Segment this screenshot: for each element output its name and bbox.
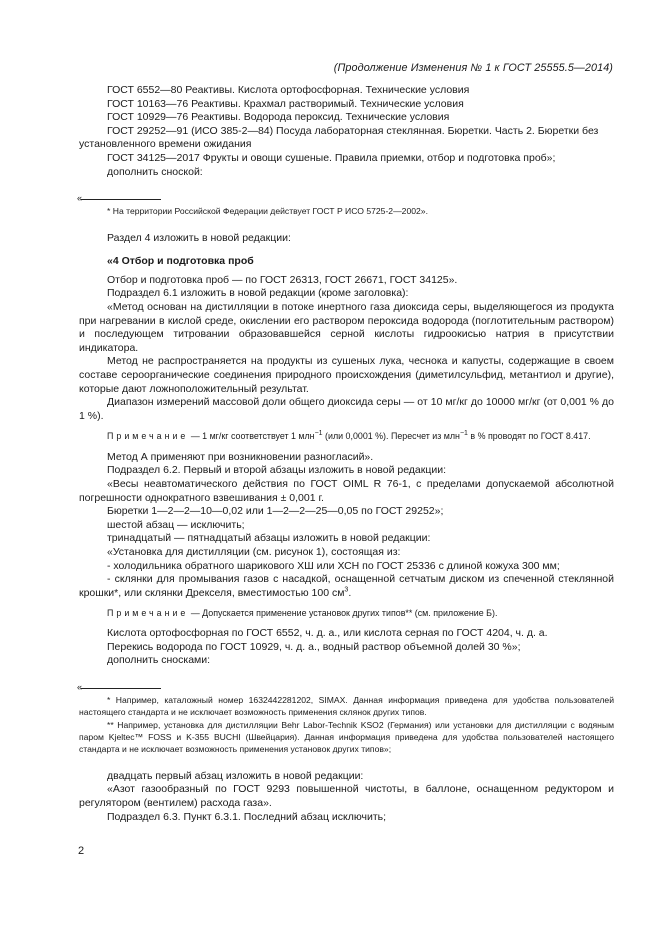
- paragraph: ГОСТ 10929—76 Реактивы. Водорода пероксид. Технические условия: [107, 111, 450, 124]
- paragraph: дополнить сноской:: [107, 165, 203, 178]
- paragraph: Бюретки 1—2—2—10—0,02 или 1—2—2—25—0,05 по ГОСТ 29252»;: [107, 505, 444, 518]
- paragraph: Подраздел 6.2. Первый и второй абзацы изложить в новой редакции:: [107, 464, 447, 477]
- paragraph: ГОСТ 29252—91 (ИСО 385-2—84) Посуда лабораторная стеклянная. Бюретки. Часть 2. Бюретки без установленного времени ожидания: [79, 124, 599, 151]
- paragraph: Диапазон измерений массовой доли общего диоксида серы — от 10 мг/кг до 10000 мг/кг (от 0,001 % до 1 %).: [79, 396, 614, 422]
- paragraph: «Метод основан на дистилляции в потоке инертного газа диоксида серы, выделяющегося из продукта при нагревании в кислой среде, окислении его раствором пероксида водорода (поглотительным раствором) и последующем титровании образовавшейся серной кислоты гидроокисью натрия в присутствии индикатора.: [79, 300, 614, 354]
- paragraph: Раздел 4 изложить в новой редакции:: [107, 231, 291, 244]
- paragraph: Перекись водорода по ГОСТ 10929, ч. д. а., водный раствор объемной долей 30 %»;: [107, 640, 521, 653]
- paragraph: ГОСТ 6552—80 Реактивы. Кислота ортофосфорная. Технические условия: [107, 84, 470, 96]
- paragraph: дополнить сносками:: [107, 654, 211, 667]
- page-number: 2: [78, 845, 85, 857]
- section-heading: «4 Отбор и подготовка проб: [107, 255, 254, 268]
- footnote-quote-mark: «: [77, 681, 83, 692]
- footnote-quote-mark: «: [77, 193, 83, 204]
- paragraph: «Установка для дистилляции (см. рисунок 1), состоящая из:: [107, 546, 401, 559]
- paragraph: ГОСТ 10163—76 Реактивы. Крахмал растворимый. Технические условия: [107, 97, 464, 110]
- paragraph: Отбор и подготовка проб — по ГОСТ 26313, ГОСТ 26671, ГОСТ 34125».: [107, 273, 458, 286]
- footnote-separator: [79, 682, 614, 694]
- footnote: * Например, каталожный номер 1632442281202, SIMAX. Данная информация приведена для удобства пользователей настоящего стандарта и не исключает возможность применения склянок других типов.: [79, 694, 614, 718]
- footnote: ** Например, установка для дистилляции Behr Labor-Technik KSO2 (Германия) или установки для дистилляции с водяным паром Kjeltec™ FOSS и K-355 BUCHI (Швейцария). Данная информация приведена для удобства пользователей настоящего стандарта и не исключает возможность применения установок других типов»;: [79, 719, 614, 755]
- paragraph: шестой абзац — исключить;: [107, 518, 245, 531]
- note-label: Примечание: [107, 431, 189, 442]
- note: Примечание — 1 мг/кг соответствует 1 млн$^{-1}$ (или 0,0001 %). Пересчет из млн$^{-1}$ в % проводят по ГОСТ 8.417.: [107, 430, 591, 442]
- footnote: * На территории Российской Федерации действует ГОСТ Р ИСО 5725-2—2002».: [107, 206, 428, 217]
- paragraph: ГОСТ 34125—2017 Фрукты и овощи сушеные. Правила приемки, отбор и подготовка проб»;: [107, 151, 556, 164]
- paragraph: «Азот газообразный по ГОСТ 9293 повышенной чистоты, в баллоне, оснащенном редуктором и регулятором (вентилем) расхода газа».: [79, 783, 614, 809]
- paragraph: тринадцатый — пятнадцатый абзацы изложить в новой редакции:: [107, 532, 431, 545]
- paragraph: - склянки для промывания газов с насадкой, оснащенной сетчатым диском из спеченной стеклянной крошки*, или склянки Дрекселя, вместимостью 100 $см^3$.: [79, 573, 614, 599]
- paragraph: «Весы неавтоматического действия по ГОСТ OIML R 76-1, с пределами допускаемой абсолютной погрешности однократного взвешивания ± 0,001 г.: [79, 478, 614, 504]
- body-content: [79, 84, 614, 824]
- paragraph: Подраздел 6.1 изложить в новой редакции (кроме заголовка):: [107, 287, 409, 300]
- note-label: Примечание: [107, 608, 189, 619]
- paragraph: Метод А применяют при возникновении разногласий».: [107, 450, 374, 463]
- footnote-separator: [79, 193, 614, 205]
- paragraph: - холодильника обратного шарикового ХШ или ХСН по ГОСТ 25336 с длиной кожуха 300 мм;: [107, 559, 560, 572]
- paragraph: Подраздел 6.3. Пункт 6.3.1. Последний абзац исключить;: [107, 810, 387, 823]
- note: Примечание — Допускается применение установок других типов** (см. приложение Б).: [107, 608, 498, 619]
- paragraph: Метод не распространяется на продукты из сушеных лука, чеснока и капусты, содержащие в своем составе сероорганические соединения природного происхождения (диметилсульфид, метантиол и другие), которые дают ложноположительный результат.: [79, 355, 614, 395]
- paragraph: Кислота ортофосфорная по ГОСТ 6552, ч. д. а., или кислота серная по ГОСТ 4204, ч. д. а.: [107, 627, 548, 639]
- running-header: (Продолжение Изменения № 1 к ГОСТ 25555.5—2014): [333, 62, 613, 74]
- paragraph: двадцать первый абзац изложить в новой редакции:: [107, 769, 364, 782]
